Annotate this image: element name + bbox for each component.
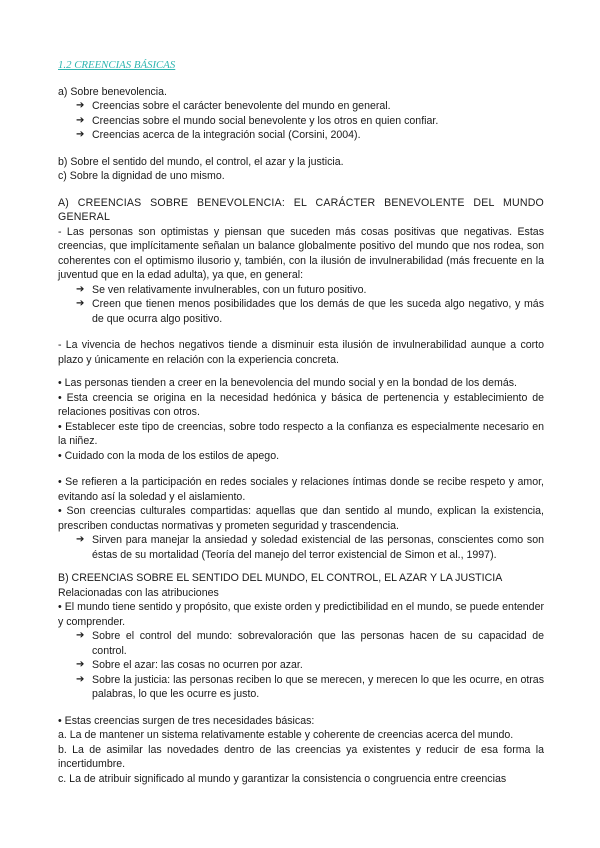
section-b-subtitle: Relacionadas con las atribuciones (58, 586, 219, 599)
section-a-list-2 (58, 533, 544, 562)
list-item: ➔ Sobre el control del mundo: sobrevaloración que las personas hacen de su capacidad de control. (76, 630, 544, 657)
section-a-paragraph-2: - La vivencia de hechos negativos tiende a disminuir esta ilusión de invulnerabilidad aunque a corto plazo y únicamente en relación con la experiencia concreta. (58, 339, 544, 366)
intro-b: b) Sobre el sentido del mundo, el control, el azar y la justicia. (58, 155, 344, 168)
need-item: c. La de atribuir significado al mundo y garantizar la consistencia o congruencia entre creencias (58, 772, 507, 785)
arrow-icon: ➔ (76, 673, 85, 685)
bullet-item: • Las personas tienden a creer en la benevolencia del mundo social y en la bondad de los demás. (58, 377, 517, 389)
section-title: 1.2 CREENCIAS BÁSICAS (58, 59, 176, 71)
arrow-icon: ➔ (76, 298, 85, 309)
bullet-item: • Son creencias culturales compartidas: aquellas que dan sentido al mundo, explican la existencia, prescriben conductas normativas y prometen seguridad y trascendencia. (58, 505, 544, 532)
arrow-icon: ➔ (76, 129, 85, 140)
arrow-icon: ➔ (76, 114, 85, 126)
section-a-paragraph-1: - Las personas son optimistas y piensan que suceden más cosas positivas que negativas. Estas creencias, que implícitamente señalan un balance globalmente positivo del mundo que nos rodea, son coherentes con el optimismo ilusorio y, también, con la ilusión de invulnerabilidad (más frecuente en la juventud que en la edad adulta), ya que, en general: (58, 225, 544, 281)
list-item: ➔ Creen que tienen menos posibilidades que los demás de que les suceda algo negativo, y más de que ocurra algo positivo. (76, 298, 544, 325)
intro-a: a) Sobre benevolencia. (58, 85, 167, 98)
section-a-title: A) CREENCIAS SOBRE BENEVOLENCIA: EL CARÁCTER BENEVOLENTE DEL MUNDO GENERAL (58, 196, 544, 223)
need-item: b. La de asimilar las novedades dentro de las creencias ya existentes y reducir de esa forma la incertidumbre. (58, 743, 544, 770)
arrow-icon: ➔ (76, 630, 85, 641)
section-b-title: B) CREENCIAS SOBRE EL SENTIDO DEL MUNDO, EL CONTROL, EL AZAR Y LA JUSTICIA (58, 572, 503, 584)
intro-a-list (58, 99, 544, 143)
arrow-icon: ➔ (76, 283, 85, 295)
arrow-icon: ➔ (76, 659, 85, 670)
list-item: ➔ Creencias sobre el carácter benevolente del mundo en general. (76, 100, 391, 112)
bullet-item: • Estas creencias surgen de tres necesidades básicas: (58, 714, 315, 727)
list-item: ➔ Creencias sobre el mundo social benevolente y los otros en quien confiar. (76, 114, 439, 127)
list-item: ➔ Sobre el azar: las cosas no ocurren por azar. (76, 659, 303, 671)
intro-c: c) Sobre la dignidad de uno mismo. (58, 170, 225, 182)
bullet-item: • Esta creencia se origina en la necesidad hedónica y básica de pertenencia y establecimiento de relaciones positivas con otros. (58, 391, 544, 418)
arrow-icon: ➔ (76, 534, 85, 545)
bullet-item: • Establecer este tipo de creencias, sobre todo respecto a la confianza es especialmente necesario en la niñez. (58, 420, 544, 447)
list-item: ➔ Creencias acerca de la integración social (Corsini, 2004). (76, 129, 361, 141)
list-item: ➔ Sobre la justicia: las personas reciben lo que se merecen, y merecen lo que les ocurre, en otras palabras, lo que les ocurre es justo. (76, 673, 544, 700)
bullet-item: • El mundo tiene sentido y propósito, que existe orden y predictibilidad en el mundo, se puede entender y comprender. (58, 601, 544, 628)
bullet-item: • Se refieren a la participación en redes sociales y relaciones íntimas donde se recibe respeto y amor, evitando así la soledad y el aislamiento. (58, 476, 544, 503)
list-item: ➔ Se ven relativamente invulnerables, con un futuro positivo. (76, 283, 367, 296)
arrow-icon: ➔ (76, 100, 85, 111)
section-a-list-1 (58, 283, 544, 327)
need-item: a. La de mantener un sistema relativamente estable y coherente de creencias acerca del mundo. (58, 729, 514, 741)
list-item: ➔ Sirven para manejar la ansiedad y soledad existencial de las personas, conscientes como son éstas de su mortalidad (Teoría del manejo del terror existencial de Simon et al., 1997). (76, 534, 544, 561)
bullet-item: • Cuidado con la moda de los estilos de apego. (58, 449, 280, 462)
section-b-list (58, 629, 544, 702)
